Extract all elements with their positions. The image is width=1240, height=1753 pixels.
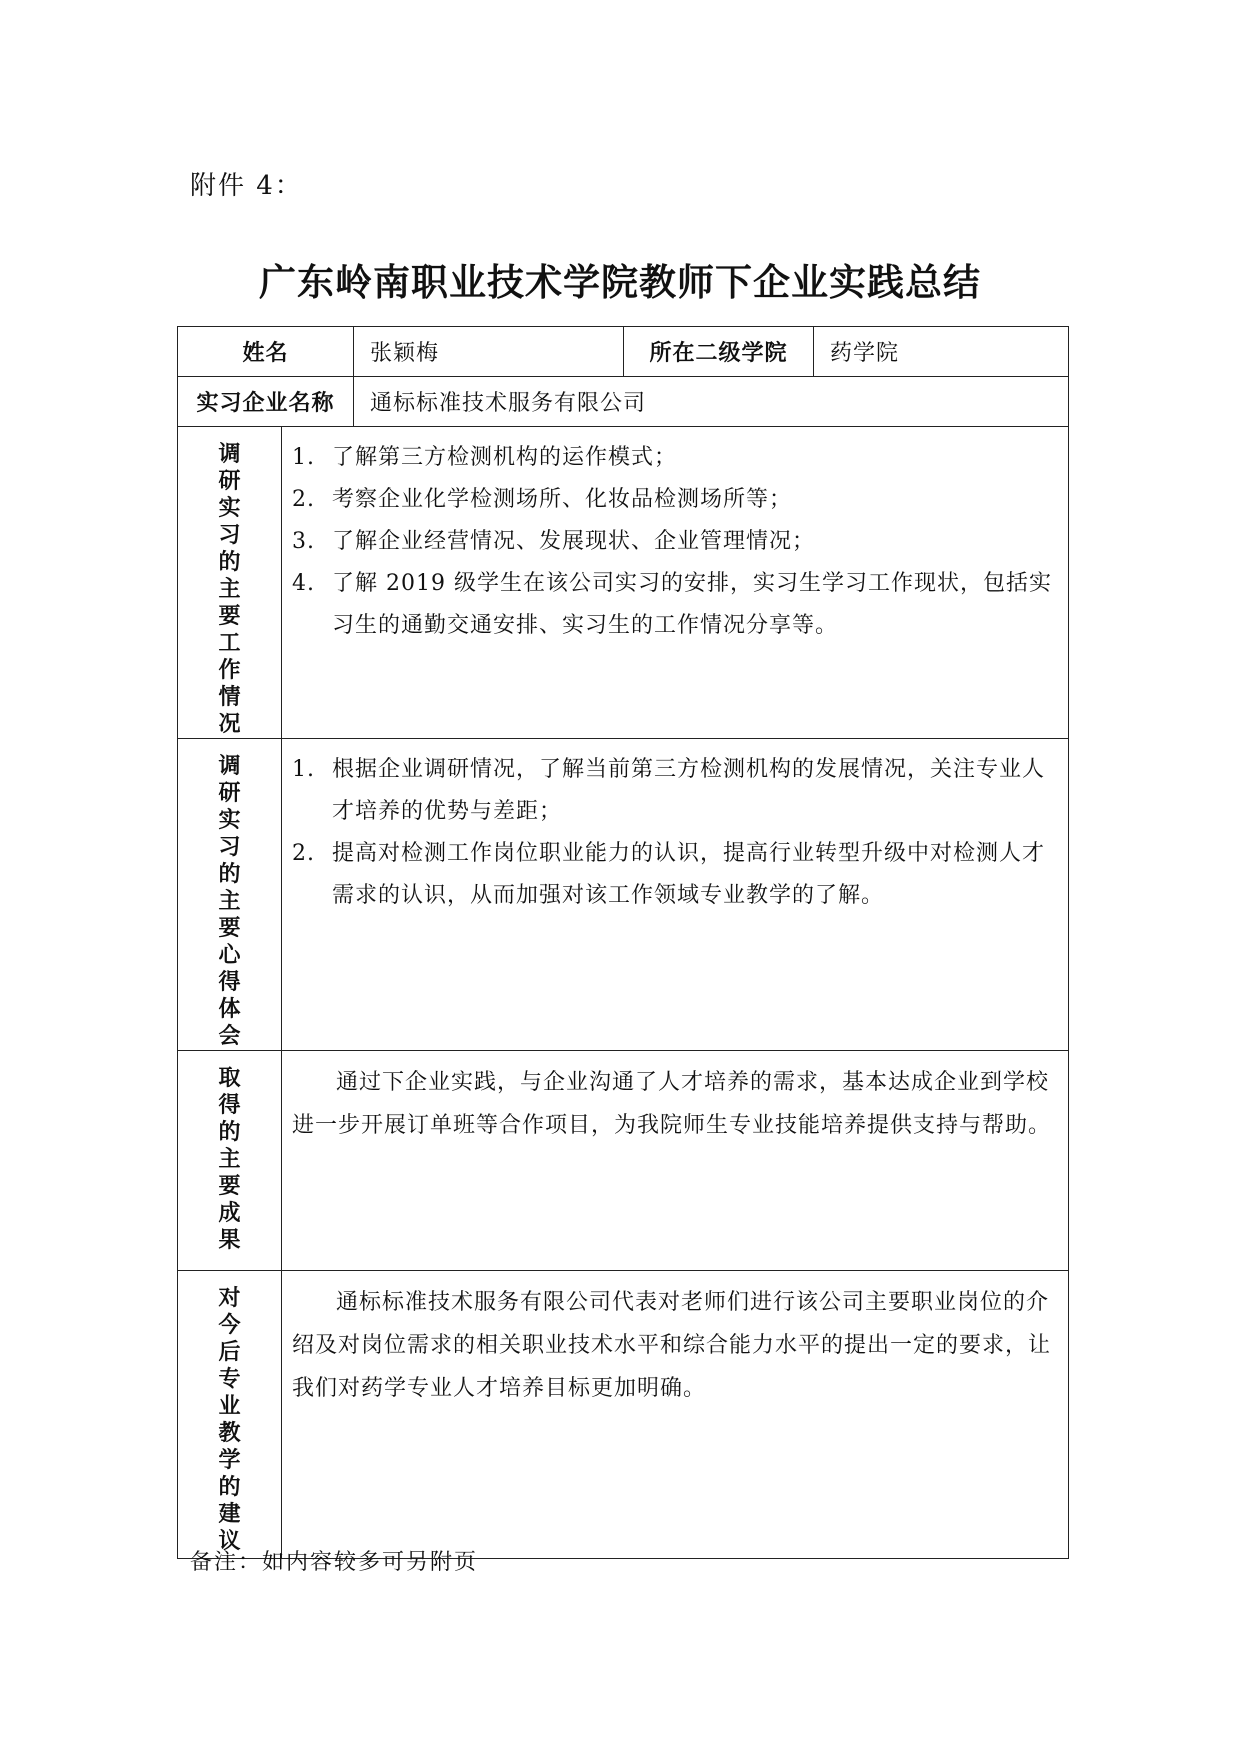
work-item-4: 4. 了解 2019 级学生在该公司实习的安排，实习生学习工作现状，包括实习生的通勤交通安排、实习生的工作情况分享等。 <box>292 571 1052 638</box>
work-label-cell <box>178 427 282 739</box>
results-text: 通过下企业实践，与企业沟通了人才培养的需求，基本达成企业到学校进一步开展订单班等合作项目，为我院师生专业技能培养提供支持与帮助。 <box>292 1070 1052 1138</box>
row-name <box>178 327 1069 377</box>
insights-label: 调研实习的主要心得体会 <box>218 754 241 1049</box>
summary-form-table <box>177 326 1069 1559</box>
results-label: 取得的主要成果 <box>218 1066 241 1253</box>
insights-item-2: 2. 提高对检测工作岗位职业能力的认识，提高行业转型升级中对检测人才需求的认识，从而加强对该工作领域专业教学的了解。 <box>292 841 1046 908</box>
row-insights <box>178 739 1069 1051</box>
work-item-1: 1. 了解第三方检测机构的运作模式； <box>292 445 678 470</box>
insights-content <box>282 739 1069 1051</box>
name-label: 姓名 <box>178 327 354 377</box>
suggestions-label: 对今后专业教学的建议 <box>218 1286 241 1554</box>
work-item-3: 3. 了解企业经营情况、发展现状、企业管理情况； <box>292 529 816 554</box>
suggestions-label-cell <box>178 1271 282 1559</box>
suggestions-text: 通标标准技术服务有限公司代表对老师们进行该公司主要职业岗位的介绍及对岗位需求的相关职业技术水平和综合能力水平的提出一定的要求，让我们对药学专业人才培养目标更加明确。 <box>292 1290 1052 1401</box>
results-label-cell <box>178 1051 282 1271</box>
work-label: 调研实习的主要工作情况 <box>218 442 241 737</box>
row-results <box>178 1051 1069 1271</box>
insights-item-1: 1. 根据企业调研情况，了解当前第三方检测机构的发展情况，关注专业人才培养的优势与差距； <box>292 757 1046 824</box>
document-title: 广东岭南职业技术学院教师下企业实践总结 <box>259 261 981 304</box>
row-work <box>178 427 1069 739</box>
college-value: 药学院 <box>814 327 1069 377</box>
insights-label-cell <box>178 739 282 1051</box>
company-label: 实习企业名称 <box>178 377 354 427</box>
attachment-label: 附件 4： <box>190 171 303 201</box>
work-item-2: 2. 考察企业化学检测场所、化妆品检测场所等； <box>292 487 793 512</box>
row-company <box>178 377 1069 427</box>
suggestions-content <box>282 1271 1069 1559</box>
footer-note: 备注：如内容较多可另附页 <box>190 1550 479 1575</box>
work-content <box>282 427 1069 739</box>
row-suggestions <box>178 1271 1069 1559</box>
company-value: 通标标准技术服务有限公司 <box>354 377 1069 427</box>
name-value: 张颖梅 <box>354 327 624 377</box>
results-content <box>282 1051 1069 1271</box>
college-label: 所在二级学院 <box>624 327 814 377</box>
